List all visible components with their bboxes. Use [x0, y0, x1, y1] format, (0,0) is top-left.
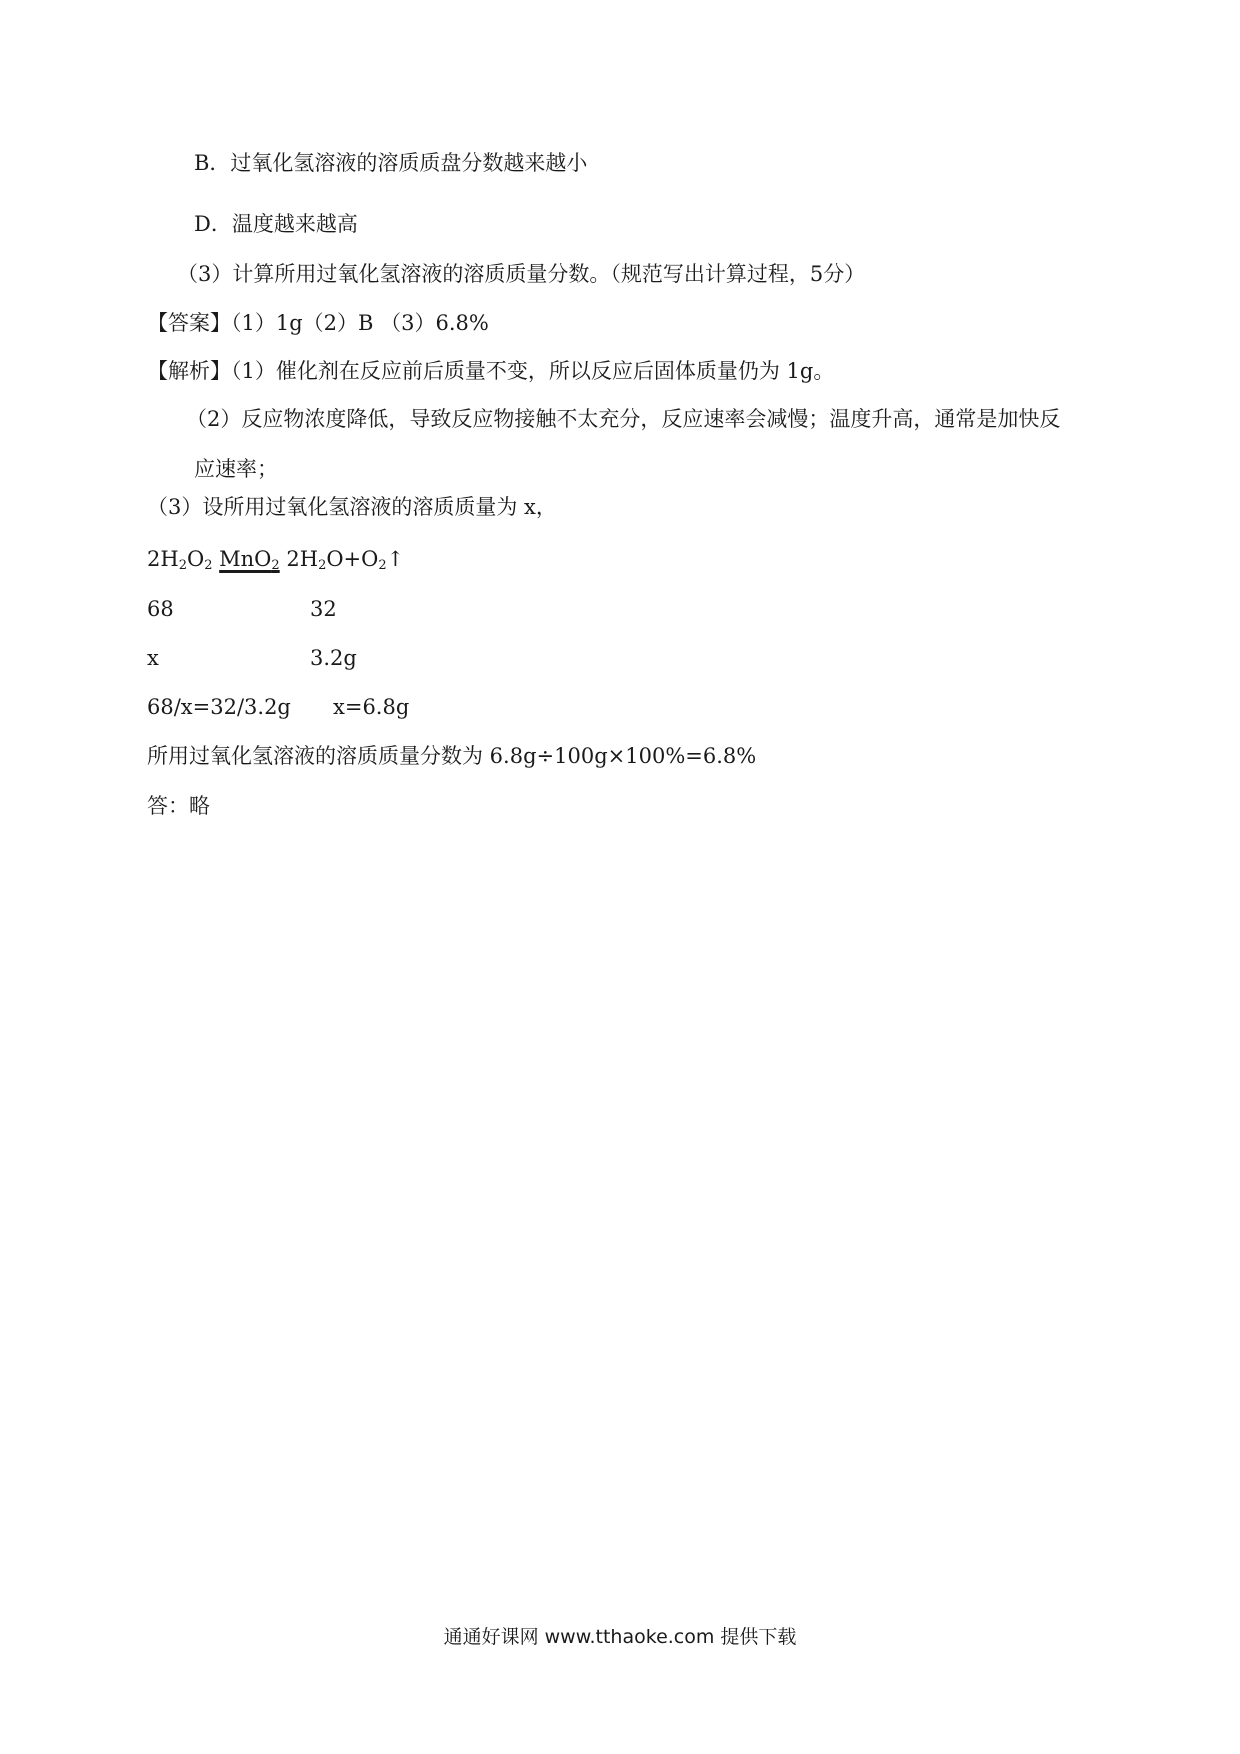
- question-3: （3）计算所用过氧化氢溶液的溶质质量分数。（规范写出计算过程，5分）: [177, 262, 866, 286]
- product-coef: 2H: [286, 547, 319, 571]
- catalyst: MnO$_2$: [219, 547, 280, 573]
- analysis-1: 【解析】（1）催化剂在反应前后质量不变，所以反应后固体质量仍为 1g。: [147, 359, 835, 383]
- var-left: x: [147, 646, 159, 670]
- option-d: D．温度越来越高: [194, 212, 358, 236]
- analysis-2-line2: 应速率；: [194, 457, 278, 481]
- analysis-3: （3）设所用过氧化氢溶液的溶质质量为 x，: [147, 495, 557, 519]
- chemical-equation: [147, 546, 404, 579]
- analysis-2-line1: （2）反应物浓度降低，导致反应物接触不太充分，反应速率会减慢；温度升高，通常是加快反: [186, 407, 1061, 431]
- page-footer: 通通好课网 www.tthaoke.com 提供下载: [443, 1626, 797, 1648]
- mass-right: 32: [310, 597, 337, 621]
- ratio-equation: 68/x=32/3.2g: [147, 695, 291, 719]
- answer-line: 【答案】（1）1g（2）B （3）6.8%: [147, 311, 489, 335]
- gas-arrow: ↑: [386, 547, 405, 571]
- solve-x: x=6.8g: [333, 695, 410, 719]
- product-sub2: 2: [378, 558, 387, 573]
- result-line: 所用过氧化氢溶液的溶质质量分数为 6.8g÷100g×100%=6.8%: [147, 744, 757, 768]
- reactant-sub1: 2: [178, 558, 187, 573]
- product-sub1: 2: [318, 558, 327, 573]
- reactant-sub2: 2: [204, 558, 213, 573]
- mass-left: 68: [147, 597, 174, 621]
- var-right: 3.2g: [310, 646, 357, 670]
- conclusion: 答：略: [147, 794, 210, 818]
- option-b: B．过氧化氢溶液的溶质质盘分数越来越小: [194, 151, 588, 175]
- reactant-coef: 2H: [147, 547, 179, 571]
- reactant-o: O: [186, 547, 205, 571]
- product-rest: O+O: [326, 547, 379, 571]
